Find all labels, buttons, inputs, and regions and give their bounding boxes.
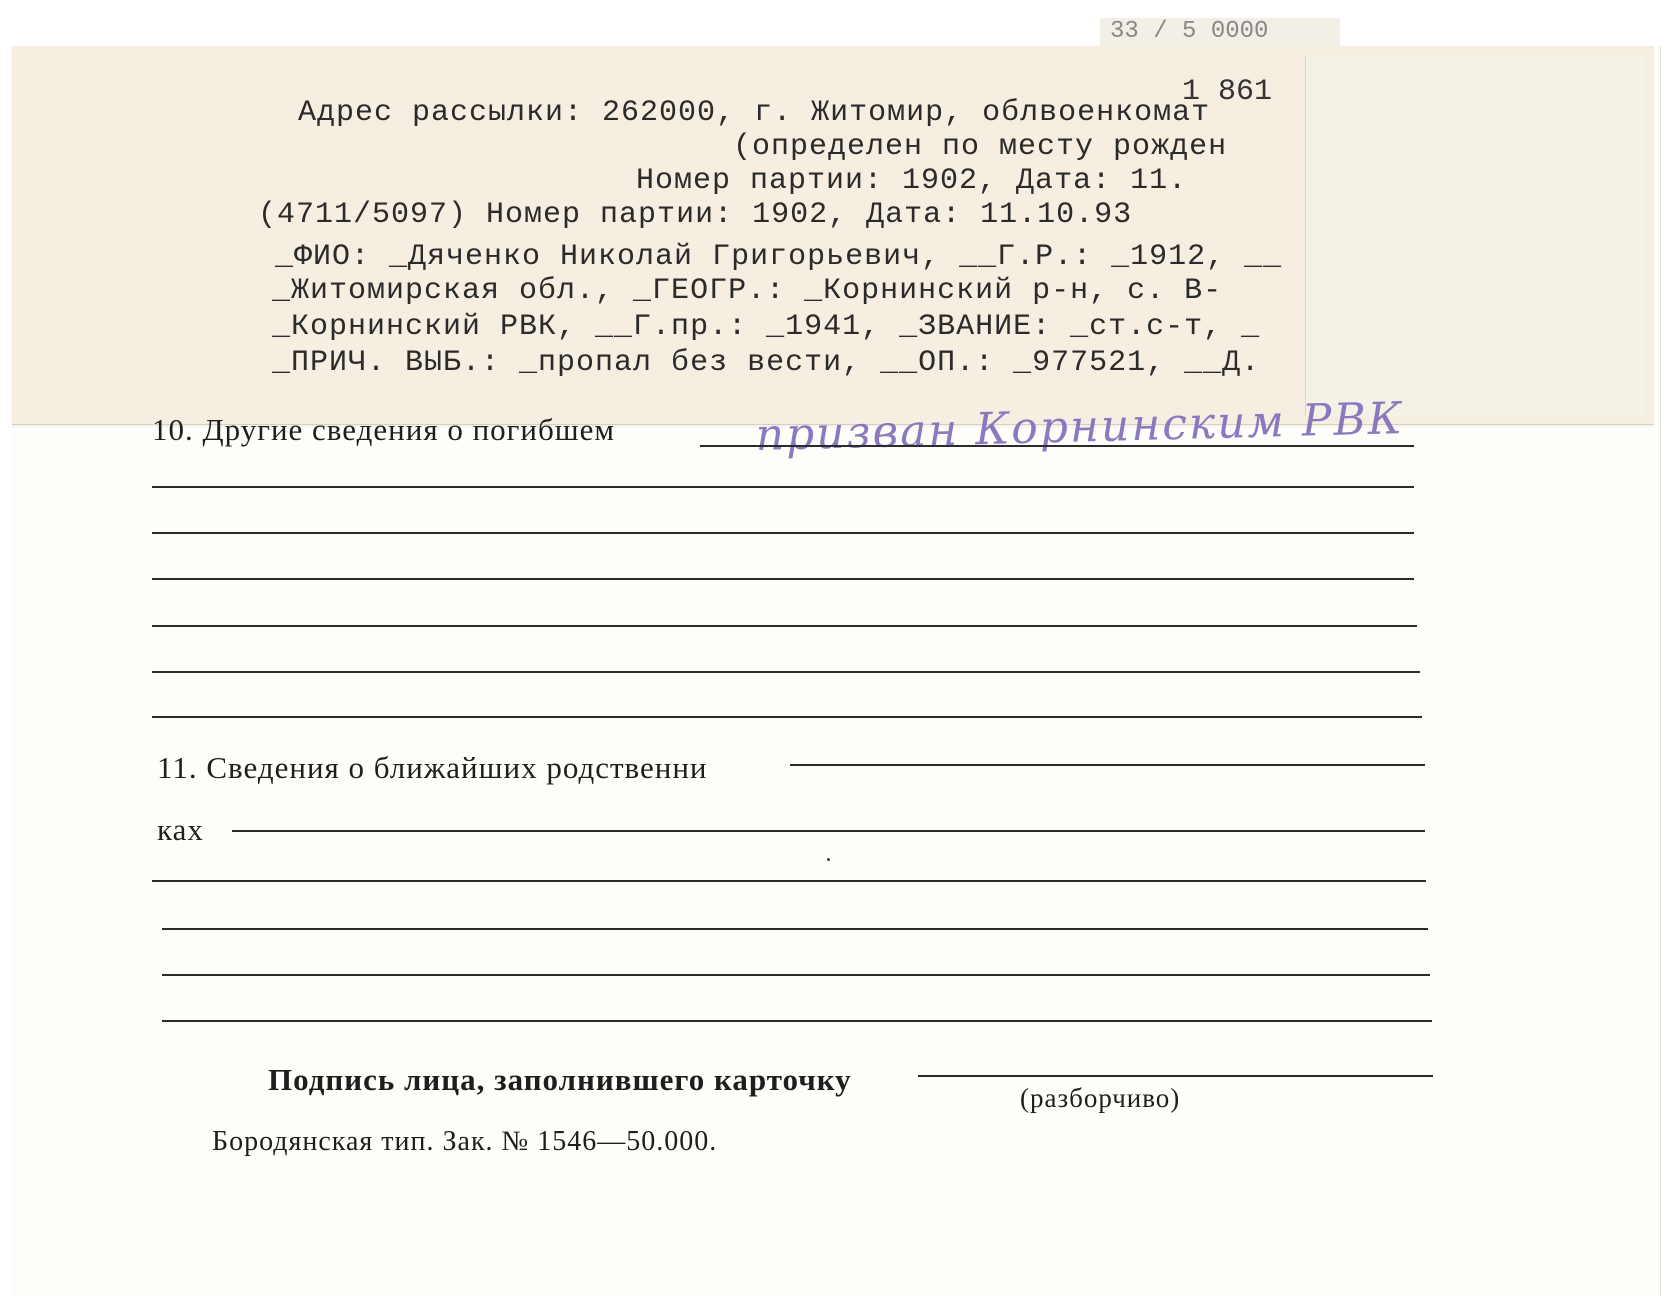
field-10-rule-6 (152, 716, 1422, 718)
field-10-label: 10. Другие сведения о погибшем (152, 412, 616, 447)
signature-label: Подпись лица, заполнившего карточку (268, 1062, 852, 1097)
label-line-address: Адрес рассылки: 262000, г. Житомир, облвоенкомат (298, 96, 1211, 130)
label-line-determined: (определен по месту рожден (733, 130, 1228, 164)
label-line-name: _ФИО: _Дяченко Николай Григорьевич, __Г.Р.: _1912, __ (275, 240, 1283, 274)
field-11-rule-2 (152, 880, 1426, 882)
field-10-rule-1 (152, 486, 1414, 488)
signature-hint: (разборчиво) (1020, 1083, 1181, 1113)
top-clipped-text: 33 / 5 0000 (1110, 18, 1269, 45)
field-10-rule-4 (152, 625, 1417, 627)
label-line-reason: _ПРИЧ. ВЫБ.: _пропал без вести, __ОП.: _977521, __Д. (272, 346, 1261, 380)
label-line-region: _Житомирская обл., _ГЕОГР.: _Корнинский р-н, с. В- (272, 274, 1223, 308)
field-10-handwriting: призван Корнинским РВК (755, 393, 1405, 461)
pasted-label-overlay (1305, 56, 1645, 416)
field-11-label: 11. Сведения о ближайших родственни (157, 750, 708, 785)
label-line-rvk: _Корнинский РВК, __Г.пр.: _1941, _ЗВАНИЕ: _ст.с-т, _ (272, 310, 1261, 344)
archive-number: 1 861 (1182, 75, 1273, 109)
field-10-rule-0 (700, 445, 1414, 447)
field-11-rule-3 (162, 928, 1428, 930)
field-10-rule-5 (152, 671, 1420, 673)
field-10-rule-3 (152, 578, 1414, 580)
field-10-rule-2 (152, 532, 1414, 534)
ink-dot (827, 858, 830, 861)
label-line-batch-1: Номер партии: 1902, Дата: 11. (636, 164, 1188, 198)
field-11-rule-1 (232, 830, 1425, 832)
field-11-continuation: ках (157, 812, 204, 847)
field-11-rule-4 (162, 974, 1430, 976)
printer-imprint: Бородянская тип. Зак. № 1546—50.000. (212, 1126, 718, 1157)
signature-line (918, 1075, 1433, 1077)
field-11-rule-0 (790, 764, 1425, 766)
top-clipped-stamp (1100, 18, 1340, 46)
field-11-rule-5 (162, 1020, 1432, 1022)
label-line-batch-2: (4711/5097) Номер партии: 1902, Дата: 11.10.93 (258, 198, 1133, 232)
